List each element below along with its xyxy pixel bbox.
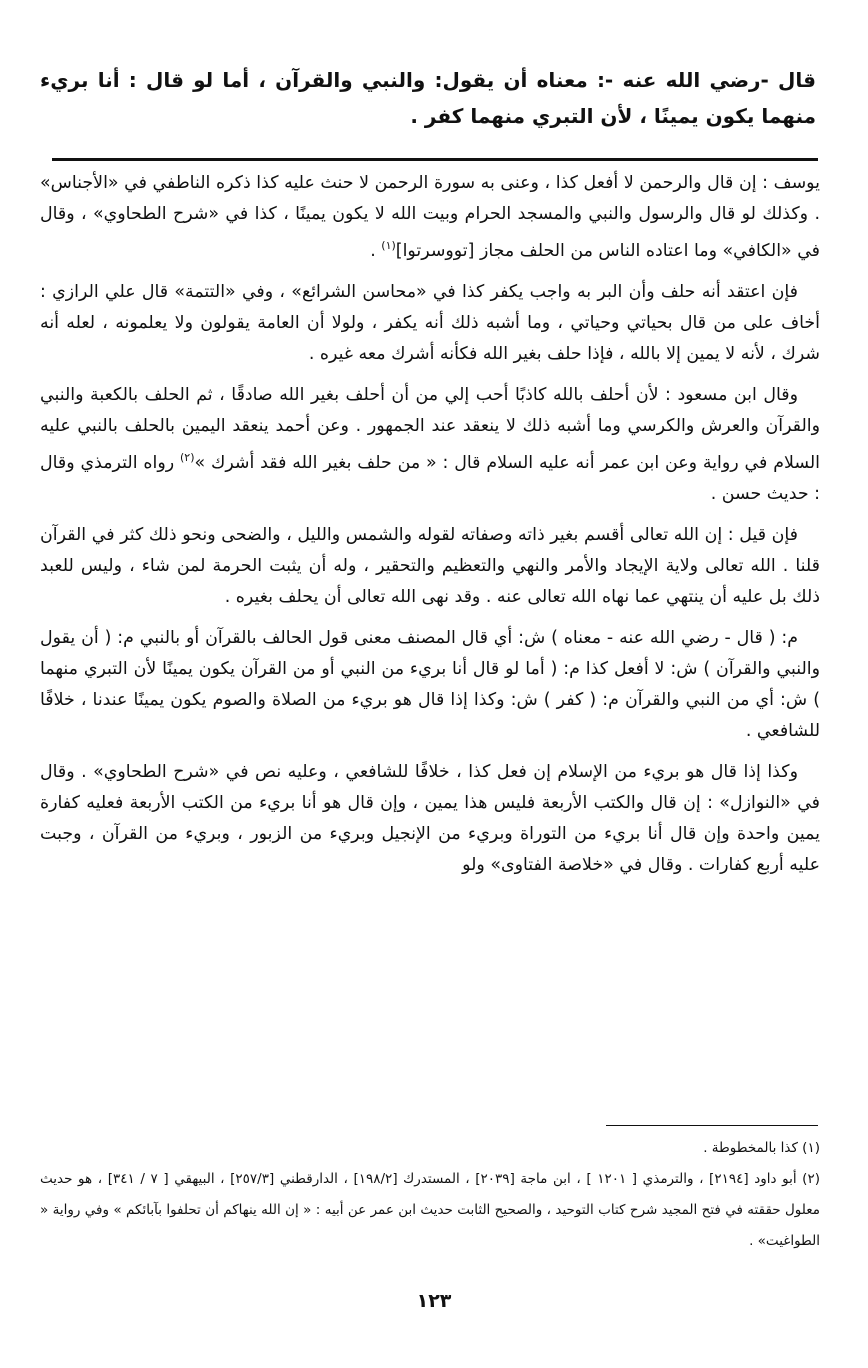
paragraph-end: . [370,240,376,261]
footnote-divider [606,1125,818,1126]
commentary-paragraph-2: فإن اعتقد أنه حلف وأن البر به واجب يكفر كذا في «محاسن الشرائع» ، وفي «التتمة» قال علي الرازي : أخاف على من قال بحياتي وحياتي ، وما أشبه ذلك أنه يكفر ، ولولا أن العامة يقولون ولا يعلمونه ، لعله أنه شرك ، لأنه لا يمين إلا بالله ، فإذا حلف بغير الله فكأنه أشرك معه غيره . [40,281,820,364]
footnotes [40,1133,820,1257]
paragraph-text: يوسف : إن قال والرحمن لا أفعل كذا ، وعنى به سورة الرحمن لا حنث عليه كذا ذكره الناطفي في «الأجناس» . وكذلك لو قال والرسول والنبي والمسجد الحرام وبيت الله لا يكون يمينًا ، كذا في «شرح الطحاوي» ، وقال في «الكافي» وما اعتاده الناس من الحلف مجاز [تووسرتوا] [40,173,820,261]
commentary-paragraph-4: فإن قيل : إن الله تعالى أقسم بغير ذاته وصفاته لقوله والشمس والليل ، والضحى ونحو ذلك كثر في القرآن قلنا . الله تعالى ولاية الإيجاد والأمر والنهي والتعظيم والتحقير ، وله أن يثبت الحرمة لمن شاء ، وليس للعبد ذلك بل عليه أن ينتهي عما نهاه الله تعالى عنه . وقد نهى الله تعالى أن يحلف بغيره . [40,524,820,607]
main-text-paragraph: قال -رضي الله عنه -: معناه أن يقول: والنبي والقرآن ، أما لو قال : أنا بريء منهما يكون يمينًا ، لأن التبري منهما كفر . [40,68,816,128]
footnote-ref-2[interactable]: (٢) [179,450,195,464]
main-text [40,62,816,134]
footnote-ref-1[interactable]: (١) [381,239,396,252]
paragraph-text: وقال ابن مسعود : لأن أحلف بالله كاذبًا أحب إلي من أن أحلف بغير الله صادقًا ، ثم الحلف بالكعبة والنبي والقرآن والعرش والكرسي وما أشبه ذلك لا ينعقد عند الجمهور . وعن أحمد ينعقد اليمين بالحلف بالنبي عليه السلام في رواية وعن ابن عمر أنه عليه السلام قال : « من حلف بغير الله فقد أشرك » [40,384,820,473]
footnote-1: (١) كذا بالمخطوطة . [703,1140,820,1156]
paragraph-end: رواه الترمذي وقال : حديث حسن . [40,452,820,504]
commentary [40,168,820,891]
section-divider [52,158,818,161]
page-number: ١٢٣ [416,1290,452,1312]
commentary-paragraph-1 [40,168,820,267]
footnote-2: (٢) أبو داود [٢١٩٤] ، والترمذي [ ١٢٠١ ] ، ابن ماجة [٢٠٣٩] ، المستدرك [١٩٨/٢] ، الدارقطني [٢٥٧/٣] ، البيهقي [ ٧ / ٣٤١] ، هو حديث معلول حققته في فتح المجيد شرح كتاب التوحيد ، والصحيح الثابت حديث ابن عمر عن أبيه : « إن الله ينهاكم أن تحلفوا بآبائكم » وفي رواية « الطواغيت» . [40,1171,820,1249]
commentary-paragraph-5: م: ( قال - رضي الله عنه - معناه ) ش: أي قال المصنف معنى قول الحالف بالقرآن أو بالنبي م: ( أن يقول والنبي والقرآن ) ش: لا أفعل كذا م: ( أما لو قال أنا بريء من النبي أو من القرآن يكون يمينًا لأن التبري منهما ) ش: أي من النبي والقرآن م: ( كفر ) ش: وكذا إذا قال هو بريء من الصلاة والصوم يكون يمينًا عندنا ، خلافًا للشافعي . [40,627,820,741]
commentary-paragraph-3 [40,380,820,510]
commentary-paragraph-6: وكذا إذا قال هو بريء من الإسلام إن فعل كذا ، خلافًا للشافعي ، وعليه نص في «شرح الطحاوي» . وقال في «النوازل» : إن قال والكتب الأربعة فليس هذا يمين ، وإن قال هو أنا بريء من الكتب الأربعة فعليه كفارة يمين واحدة وإن قال أنا بريء من التوراة وبريء من الإنجيل وبريء من الزبور ، وبريء من القرآن ، وجبت عليه أربع كفارات . وقال في «خلاصة الفتاوى» ولو [40,761,820,875]
